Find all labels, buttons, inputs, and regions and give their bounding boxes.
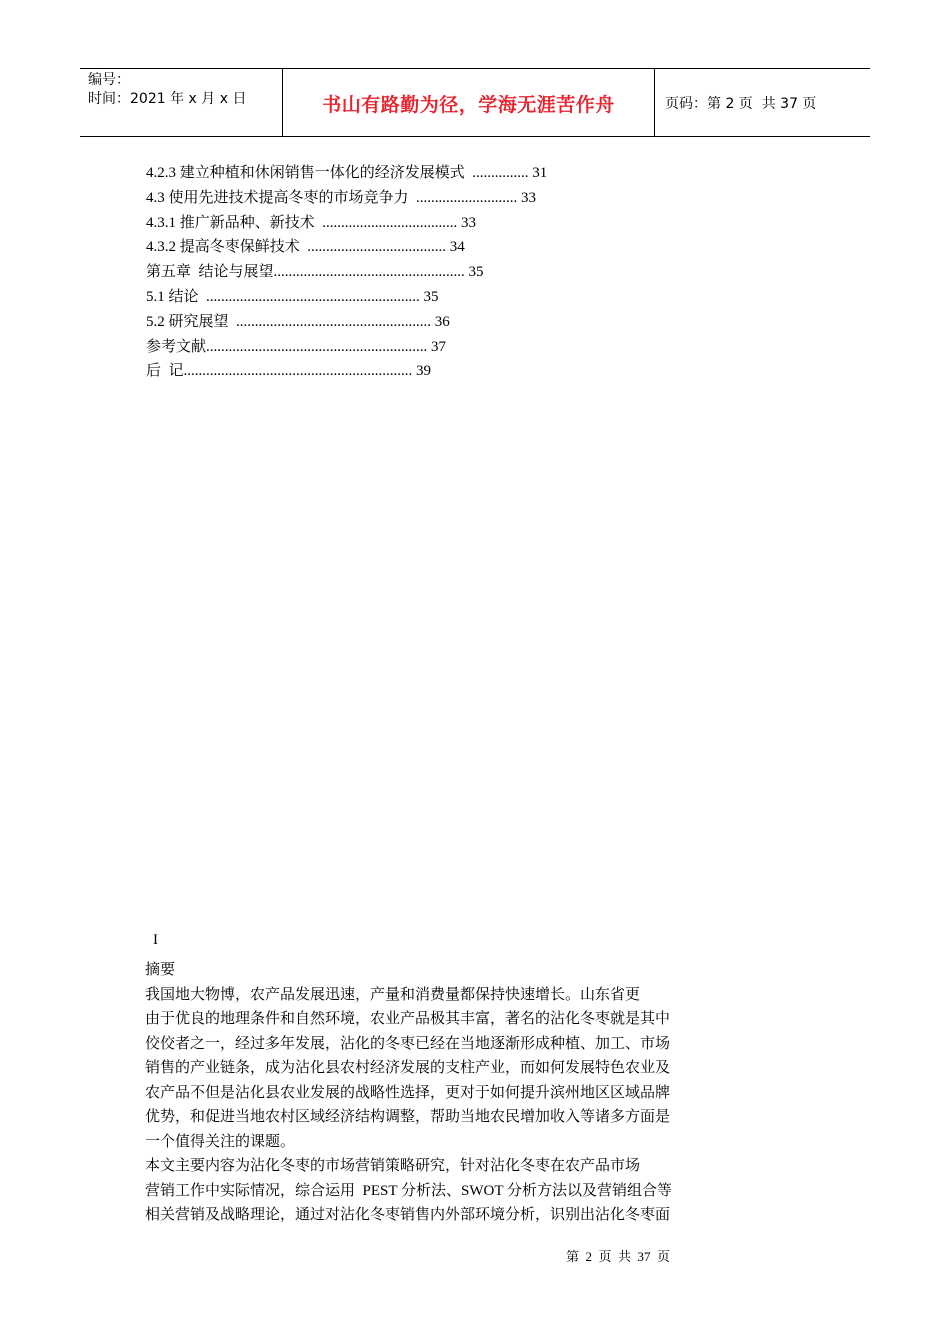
toc-entry[interactable]: 4.3 使用先进技术提高冬枣的市场竞争力 ........................... 33: [146, 189, 537, 206]
abstract-body: [145, 958, 745, 1228]
toc-entry[interactable]: 4.3.2 提高冬枣保鲜技术 ..................................... 34: [146, 239, 465, 256]
header-page-info: 页码：第 2 页 共 37 页: [665, 96, 817, 112]
body-line: 由于优良的地理条件和自然环境，农业产品极其丰富，著名的沾化冬枣就是其中: [145, 1011, 671, 1027]
abstract-heading: 摘要: [145, 962, 176, 978]
body-line: 一个值得关注的课题。: [145, 1133, 296, 1150]
body-line: 佼佼者之一，经过多年发展，沾化的冬枣已经在当地逐渐形成种植、加工、市场: [145, 1035, 671, 1052]
header-time-label: 时间：2021 年 x 月 x 日: [88, 91, 247, 107]
body-line: 营销工作中实际情况，综合运用 PEST 分析法、SWOT 分析方法以及营销组合等: [145, 1182, 672, 1199]
header-number-label: 编号：: [88, 72, 130, 88]
header-divider-right: [654, 69, 655, 136]
header-meta: [88, 71, 246, 109]
toc-entry[interactable]: 4.2.3 建立种植和休闲销售一体化的经济发展模式 ............... 31: [146, 165, 548, 181]
toc-entry[interactable]: 参考文献........................................................... 37: [146, 338, 447, 355]
body-line: 销售的产业链条，成为沾化县农村经济发展的支柱产业，而如何发展特色农业及: [145, 1060, 671, 1076]
table-of-contents: [146, 161, 547, 384]
header-motto: 书山有路勤为径，学海无涯苦作舟: [322, 94, 615, 116]
toc-entry[interactable]: 5.1 结论 ......................................................... 35: [146, 288, 439, 305]
toc-entry[interactable]: 5.2 研究展望 .................................................... 36: [146, 313, 450, 330]
toc-entry[interactable]: 后 记............................................................. 39: [146, 363, 432, 380]
body-line: 相关营销及战略理论，通过对沾化冬枣销售内外部环境分析，识别出沾化冬枣面: [145, 1207, 671, 1223]
toc-entry[interactable]: 第五章 结论与展望................................................... 35: [146, 264, 484, 281]
page-header: [80, 68, 870, 137]
page-footer: 第 2 页 共 37 页: [566, 1249, 671, 1264]
body-line: 我国地大物博，农产品发展迅速，产量和消费量都保持快速增长。山东省更: [145, 986, 641, 1003]
body-line: 优势，和促进当地农村区域经济结构调整，帮助当地农民增加收入等诸多方面是: [145, 1109, 671, 1125]
toc-entry[interactable]: 4.3.1 推广新品种、新技术 .................................... 33: [146, 214, 477, 231]
body-line: 农产品不但是沾化县农业发展的战略性选择，更对于如何提升滨州地区区域品牌: [145, 1084, 671, 1101]
roman-page-number: I: [153, 932, 158, 948]
body-line: 本文主要内容为沾化冬枣的市场营销策略研究，针对沾化冬枣在农产品市场: [145, 1158, 641, 1174]
